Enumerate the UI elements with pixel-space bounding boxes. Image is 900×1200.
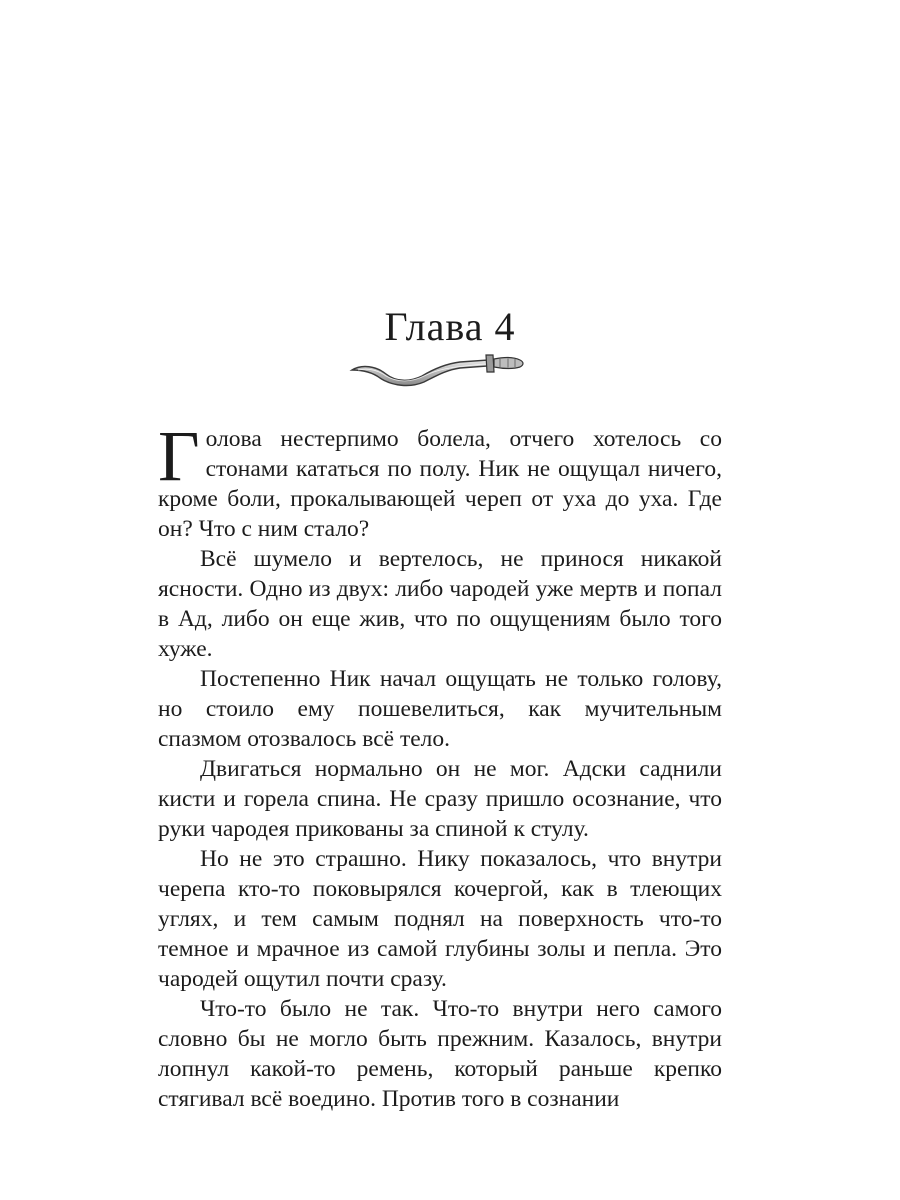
paragraph-1 — [158, 416, 722, 544]
chapter-body — [158, 416, 722, 1114]
paragraph-3: Постепенно Ник начал ощущать не только голову, но стоило ему пошевелиться, как мучительным спазмом отозвалось всё тело. — [158, 666, 722, 752]
drop-cap: Г — [158, 416, 200, 496]
chapter-title: Глава 4 — [384, 304, 516, 349]
paragraph-1-text: олова нестерпимо болела, отчего хотелось со стонами кататься по полу. Ник не ощущал ничего, кроме боли, прокалывающей череп от уха до уха. Где он? Что с ним стало? — [158, 426, 722, 542]
paragraph-6: Что-то было не так. Что-то внутри него самого словно бы не могло быть прежним. Казалось, внутри лопнул какой-то ремень, который раньше крепко стягивал всё воедино. Против того в сознании — [158, 996, 722, 1112]
khopesh-sword-icon — [348, 348, 528, 388]
paragraph-5: Но не это страшно. Нику показалось, что внутри черепа кто-то поковырялся кочергой, как в тлеющих углях, и тем самым поднял на поверхность что-то темное и мрачное из самой глубины золы и пепла. Это чародей ощутил почти сразу. — [158, 846, 722, 992]
paragraph-2: Всё шумело и вертелось, не принося никакой ясности. Одно из двух: либо чародей уже мертв и попал в Ад, либо он еще жив, что по ощущениям было того хуже. — [158, 546, 722, 662]
paragraph-4: Двигаться нормально он не мог. Адски саднили кисти и горела спина. Не сразу пришло осознание, что руки чародея прикованы за спиной к стулу. — [158, 756, 722, 842]
